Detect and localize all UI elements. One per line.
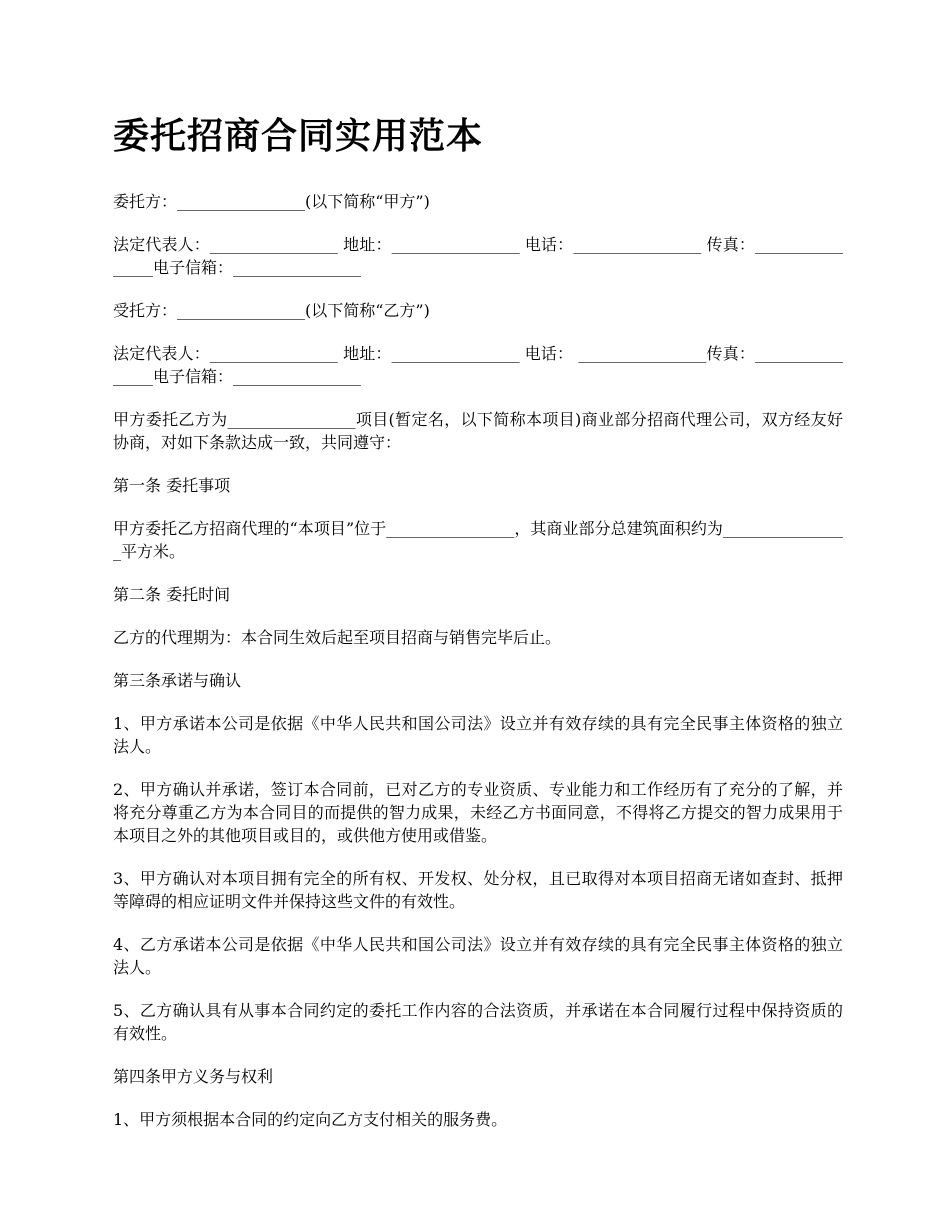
article-3-clause-4: 4、乙方承诺本公司是依据《中华人民共和国公司法》设立并有效存续的具有完全民事主体资格的独立法人。 <box>113 935 843 977</box>
party-a-contact-line: 法定代表人：________________ 地址：________________ 电话：________________ 传真：________________电子信箱：________________ <box>113 235 843 277</box>
party-b-contact-line: 法定代表人：________________ 地址：________________ 电话： ________________传真：________________电子信箱：________________ <box>113 344 843 386</box>
article-3-clause-5: 5、乙方确认具有从事本合同约定的委托工作内容的合法资质，并承诺在本合同履行过程中保持资质的有效性。 <box>113 1001 843 1043</box>
document-page <box>113 110 843 1151</box>
article-4-clause-1: 1、甲方须根据本合同的约定向乙方支付相关的服务费。 <box>113 1110 508 1129</box>
document-title: 委托招商合同实用范本 <box>113 115 484 157</box>
article-1-heading: 第一条 委托事项 <box>113 476 231 495</box>
party-a-line: 委托方：________________(以下简称“甲方”) <box>113 192 430 211</box>
article-4-heading: 第四条甲方义务与权利 <box>113 1067 274 1086</box>
article-3-clause-3: 3、甲方确认对本项目拥有完全的所有权、开发权、处分权，且已取得对本项目招商无诸如查封、抵押等障碍的相应证明文件并保持这些文件的有效性。 <box>113 869 843 911</box>
article-2-heading: 第二条 委托时间 <box>113 585 231 604</box>
article-3-clause-1: 1、甲方承诺本公司是依据《中华人民共和国公司法》设立并有效存续的具有完全民事主体资格的独立法人。 <box>113 714 843 756</box>
article-3-clause-2: 2、甲方确认并承诺，签订本合同前，已对乙方的专业资质、专业能力和工作经历有了充分的了解，并将充分尊重乙方为本合同目的而提供的智力成果，未经乙方书面同意，不得将乙方提交的智力成果用于本项目之外的其他项目或目的，或供他方使用或借鉴。 <box>113 780 843 845</box>
party-b-line: 受托方：________________(以下简称“乙方”) <box>113 301 430 320</box>
preamble-paragraph: 甲方委托乙方为________________项目(暂定名，以下简称本项目)商业部分招商代理公司，双方经友好协商，对如下条款达成一致，共同遵守： <box>113 410 843 452</box>
article-1-body: 甲方委托乙方招商代理的“本项目”位于________________，其商业部分总建筑面积约为________________平方米。 <box>113 519 843 561</box>
article-3-heading: 第三条承诺与确认 <box>113 671 242 690</box>
article-2-body: 乙方的代理期为：本合同生效后起至项目招商与销售完毕后止。 <box>113 628 562 647</box>
